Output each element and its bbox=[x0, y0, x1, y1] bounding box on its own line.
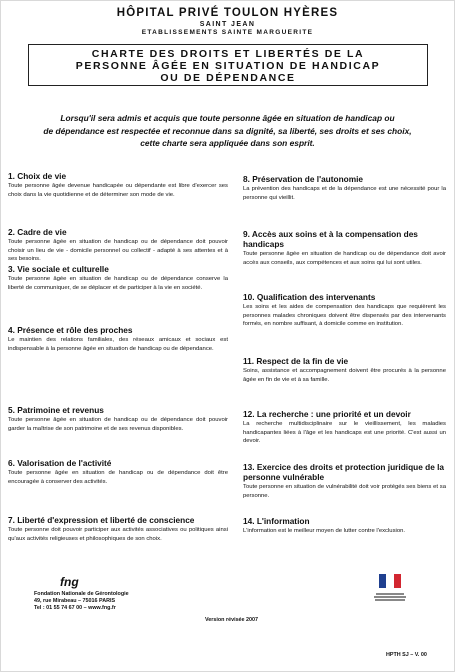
article-10 bbox=[243, 292, 446, 329]
french-flag-icon bbox=[379, 574, 401, 588]
article-body: Toute personne doit pouvoir participer aux activités associatives ou politiques ainsi qu'aux activités religieuses et philosophiques de son choix. bbox=[8, 527, 228, 542]
article-title: 2. Cadre de vie bbox=[8, 227, 67, 237]
charter-title-line-3: OU DE DÉPENDANCE bbox=[160, 72, 296, 84]
article-title: 1. Choix de vie bbox=[8, 171, 67, 181]
article-12 bbox=[243, 409, 446, 446]
article-body: Le maintien des relations familiales, des réseaux amicaux et sociaux est indispensable à la personne âgée en situation de handicap ou de dépendance. bbox=[8, 337, 228, 352]
article-title: 8. Préservation de l'autonomie bbox=[243, 174, 364, 184]
hospital-site: SAINT JEAN bbox=[199, 21, 256, 28]
article-1 bbox=[8, 171, 228, 199]
article-title: 14. L'information bbox=[243, 516, 310, 526]
article-13 bbox=[243, 462, 446, 500]
intro-line-3: cette charte sera appliquée dans son esprit. bbox=[140, 138, 315, 148]
article-body: Toute personne en situation de vulnérabilité doit voir protégés ses biens et sa personne. bbox=[243, 484, 446, 499]
article-4 bbox=[8, 325, 228, 353]
article-body: L'information est le meilleur moyen de lutter contre l'exclusion. bbox=[243, 528, 406, 534]
article-14 bbox=[243, 516, 446, 536]
article-title: 13. Exercice des droits et protection juridique de la personne vulnérable bbox=[243, 462, 445, 482]
article-body: Toute personne âgée devenue handicapée ou dépendante est libre d'exercer ses choix dans la vie quotidienne et de déterminer son mode de vie. bbox=[8, 183, 228, 198]
article-title: 5. Patrimoine et revenus bbox=[8, 405, 104, 415]
version-label: Version révisée 2007 bbox=[205, 617, 259, 623]
hospital-name: HÔPITAL PRIVÉ TOULON HYÈRES bbox=[116, 7, 339, 19]
hospital-establishment: ETABLISSEMENTS SAINTE MARGUERITE bbox=[141, 29, 314, 36]
article-body: Toute personne âgée en situation de handicap ou de dépendance doit avoir accès aux conseils, aux compétences et aux soins qui lui sont utiles. bbox=[243, 251, 446, 266]
article-body: Toute personne âgée en situation de handicap ou de dépendance doit être encouragée à conserver des activités. bbox=[8, 470, 228, 485]
charter-intro bbox=[14, 112, 441, 150]
article-title: 7. Liberté d'expression et liberté de conscience bbox=[8, 515, 195, 525]
article-title: 10. Qualification des intervenants bbox=[243, 292, 376, 302]
charter-title-line-2: PERSONNE ÂGÉE EN SITUATION DE HANDICAP bbox=[75, 60, 381, 72]
article-title: 9. Accès aux soins et à la compensation des handicaps bbox=[243, 229, 418, 249]
article-body: Les soins et les aides de compensation des handicaps que requièrent les personnes malades chroniques doivent être dispensés par des intervenants formés, en nombre suffisant, à domicile comme en institution. bbox=[243, 304, 446, 328]
article-title: 3. Vie sociale et culturelle bbox=[8, 264, 109, 274]
article-11 bbox=[243, 356, 446, 384]
article-5 bbox=[8, 405, 228, 433]
article-title: 11. Respect de la fin de vie bbox=[243, 356, 349, 366]
article-3 bbox=[8, 264, 228, 292]
fng-contact: Tel : 01 55 74 67 00 – www.fng.fr bbox=[34, 605, 116, 611]
ministry-logo bbox=[370, 574, 410, 620]
article-2 bbox=[8, 227, 228, 264]
ministry-logo-text bbox=[370, 593, 410, 601]
intro-line-1: Lorsqu'il sera admis et acquis que toute personne âgée en situation de handicap ou bbox=[60, 113, 395, 123]
article-body: Soins, assistance et accompagnement doivent être procurés à la personne âgée en fin de vie et à sa famille. bbox=[243, 368, 446, 383]
document-reference: HPTH SJ – V. 00 bbox=[386, 652, 427, 658]
article-body: Toute personne âgée en situation de handicap ou de dépendance doit pouvoir garder la maîtrise de son patrimoine et de ses revenus disponibles. bbox=[8, 417, 228, 432]
article-7 bbox=[8, 515, 228, 543]
article-body: La prévention des handicaps et de la dépendance est une nécessité pour la personne qui vieillit. bbox=[243, 186, 446, 201]
fng-org-name: Fondation Nationale de Gérontologie bbox=[34, 591, 129, 597]
article-title: 4. Présence et rôle des proches bbox=[8, 325, 133, 335]
fng-logo: fng bbox=[60, 575, 79, 589]
article-6 bbox=[8, 458, 228, 486]
fng-block bbox=[34, 575, 154, 612]
article-body: Toute personne âgée en situation de handicap ou de dépendance doit pouvoir choisir un lieu de vie - domicile personnel ou collectif - adapté à ses attentes et à ses besoins. bbox=[8, 239, 228, 263]
article-9 bbox=[243, 229, 446, 267]
charter-title-line-1: CHARTE DES DROITS ET LIBERTÉS DE LA bbox=[91, 48, 365, 60]
article-body: Toute personne âgée en situation de handicap ou de dépendance conserve la liberté de communiquer, de se déplacer et de participer à la vie en société. bbox=[8, 276, 228, 291]
intro-line-2: de dépendance est respectée et reconnue dans sa dignité, sa liberté, ses droits et ses choix, bbox=[43, 125, 412, 136]
article-title: 6. Valorisation de l'activité bbox=[8, 458, 112, 468]
article-title: 12. La recherche : une priorité et un devoir bbox=[243, 409, 411, 419]
charter-title-box bbox=[28, 44, 428, 86]
article-body: La recherche multidisciplinaire sur le vieillissement, les maladies handicapantes liées à l'âge et les handicaps est une priorité. C'est aussi un devoir. bbox=[243, 421, 446, 445]
fng-address: 49, rue Mirabeau – 75016 PARIS bbox=[34, 598, 116, 604]
article-8 bbox=[243, 174, 446, 202]
hospital-header bbox=[0, 7, 455, 37]
